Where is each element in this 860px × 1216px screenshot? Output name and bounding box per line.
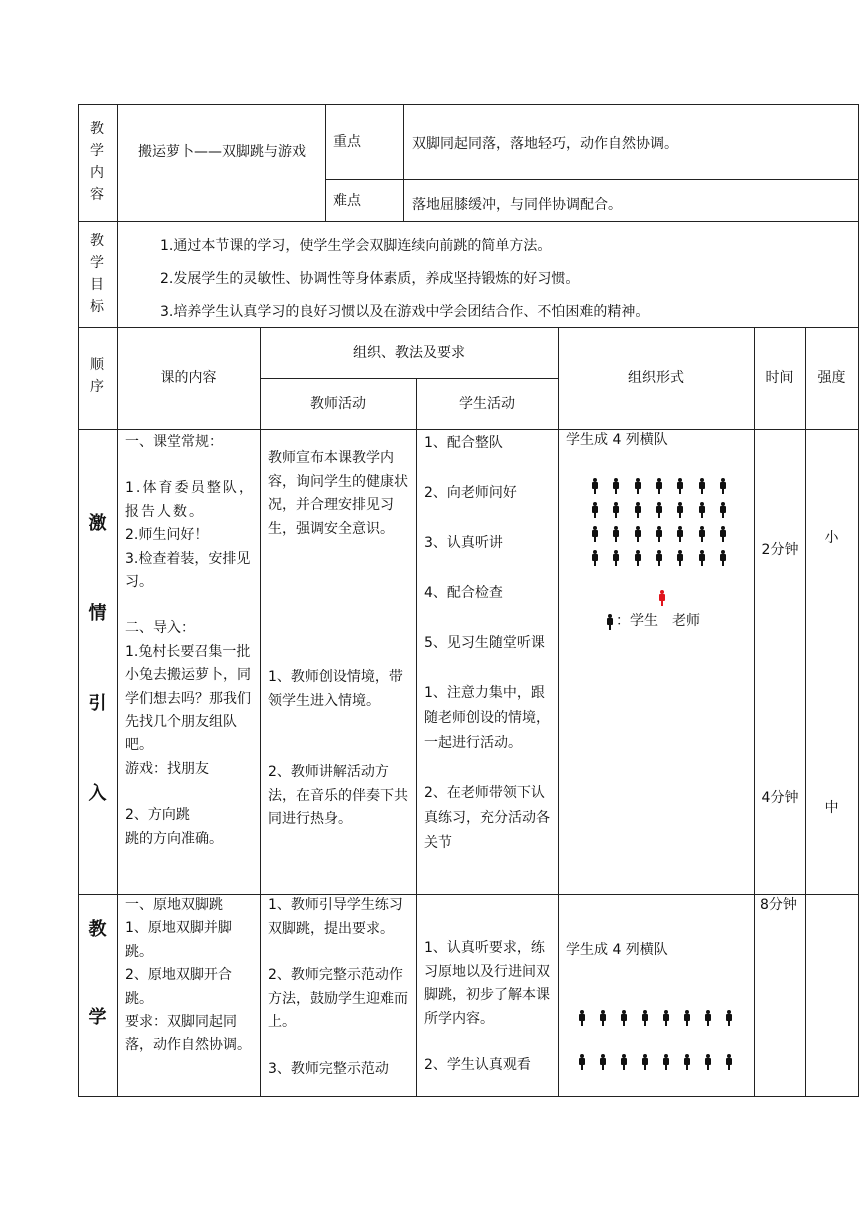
student-figure-icon [641, 1054, 649, 1070]
student-figure-icon [634, 526, 642, 542]
student-figure-icon [719, 502, 727, 518]
student-figure-icon [591, 502, 599, 518]
content-line: 2、方向跳 [125, 807, 190, 824]
content-label: 教学内容 [90, 121, 104, 203]
section1-char: 激 [88, 513, 107, 534]
difficulty-label: 难点 [333, 193, 361, 209]
student-figure-icon [606, 614, 614, 630]
section1-teacher [268, 447, 410, 832]
student-line: 4、配合检查 [424, 585, 503, 601]
student-figure-icon [704, 1010, 712, 1026]
student-figure-icon [599, 1054, 607, 1070]
student-figure-icon [634, 550, 642, 566]
teacher-line: 2、教师讲解活动方法，在音乐的伴奏下共同进行热身。 [268, 764, 408, 827]
student-figure-icon [676, 550, 684, 566]
student-figure-icon [698, 478, 706, 494]
student-figure-icon [683, 1054, 691, 1070]
content-line: 2、原地双脚开合跳。 [125, 967, 232, 1007]
header-student: 学生活动 [459, 396, 515, 412]
student-line: 1、配合整队 [424, 435, 503, 451]
goal-item: 3.培养学生认真学习的良好习惯以及在游戏中学会团结合作、不怕困难的精神。 [160, 304, 650, 320]
student-figure-icon [591, 478, 599, 494]
section2-content [125, 894, 255, 1058]
student-figure-icon [662, 1054, 670, 1070]
student-figure-icon [612, 526, 620, 542]
section1-student [424, 431, 554, 856]
section1-char: 引 [88, 693, 107, 714]
section1-content [125, 431, 255, 851]
student-figure-icon [634, 478, 642, 494]
content-line: 2.师生问好！ [125, 527, 209, 544]
student-figure-icon [612, 550, 620, 566]
student-figure-icon [641, 1010, 649, 1026]
teacher-line: 3、教师完整示范动 [268, 1060, 389, 1077]
content-value: 搬运萝卜——双脚跳与游戏 [138, 144, 306, 160]
teacher-line: 2、教师完整示范动作方法，鼓励学生迎难而上。 [268, 967, 408, 1030]
section1-label [78, 510, 117, 808]
content-line: 一、原地双脚跳 [125, 897, 223, 913]
student-line: 2、学生认真观看 [424, 1057, 531, 1073]
student-line: 5、见习生随堂听课 [424, 635, 545, 651]
section2-student [424, 937, 554, 1078]
teacher-line: 1、教师引导学生练习双脚跳，提出要求。 [268, 897, 403, 937]
student-figure-icon [725, 1010, 733, 1026]
student-figure-icon [578, 1054, 586, 1070]
content-line: 1.兔村长要召集一批小兔去搬运萝卜，同学们想去吗？那我们先找几个朋友组队吧。 [125, 643, 251, 754]
goal-item: 1.通过本节课的学习，使学生学会双脚连续向前跳的简单方法。 [160, 238, 552, 254]
student-figure-icon [655, 550, 663, 566]
student-figure-icon [655, 478, 663, 494]
teacher-line: 教师宣布本课教学内容，询问学生的健康状况，并合理安排见习生，强调安全意识。 [268, 450, 408, 537]
student-figure-icon [676, 478, 684, 494]
student-figure-icon [698, 502, 706, 518]
student-line: 2、在老师带领下认真练习，充分活动各关节 [424, 785, 550, 851]
student-line: 1、认真听要求，练习原地以及行进间双脚跳，初步了解本课所学内容。 [424, 940, 550, 1027]
teacher-line: 1、教师创设情境，带领学生进入情境。 [268, 669, 403, 709]
student-figure-icon [655, 502, 663, 518]
student-figure-icon [683, 1010, 691, 1026]
header-lesson-content: 课的内容 [160, 370, 217, 386]
student-figure-icon [591, 526, 599, 542]
student-figure-icon [698, 550, 706, 566]
section1-char: 情 [88, 603, 107, 624]
student-figure-icon [719, 550, 727, 566]
header-time: 时间 [765, 370, 794, 386]
content-line: 1、原地双脚并脚跳。 [125, 920, 232, 960]
student-figure-icon [676, 502, 684, 518]
section1-time-1: 2分钟 [761, 542, 799, 558]
goals-list [160, 234, 850, 324]
section2-time: 8分钟 [760, 897, 797, 913]
content-line: 要求：双脚同起同落，动作自然协调。 [125, 1014, 251, 1054]
section2-teacher [268, 894, 410, 1081]
student-figure-icon [620, 1010, 628, 1026]
teacher-figure-icon [658, 590, 666, 606]
student-figure-icon [676, 526, 684, 542]
key-point-label: 重点 [333, 134, 361, 150]
section2-char: 教 [88, 919, 107, 940]
goals-label: 教学目标 [90, 233, 104, 315]
student-figure-icon [704, 1054, 712, 1070]
header-org-methods: 组织、教法及要求 [353, 345, 465, 361]
section1-org-title: 学生成 4 列横队 [566, 432, 668, 448]
section1-intensity-2: 中 [824, 800, 839, 816]
student-figure-icon [662, 1010, 670, 1026]
section2-char: 学 [88, 1007, 107, 1028]
key-point-value: 双脚同起同落，落地轻巧，动作自然协调。 [412, 136, 678, 152]
section2-label [78, 916, 117, 1032]
header-org-form: 组织形式 [628, 370, 684, 386]
student-figure-icon [725, 1054, 733, 1070]
student-figure-icon [620, 1054, 628, 1070]
student-figure-icon [698, 526, 706, 542]
content-line: 3.检查着装，安排见习。 [125, 550, 251, 591]
student-figure-icon [612, 478, 620, 494]
content-line: 跳的方向准确。 [125, 830, 223, 847]
section1-intensity-1: 小 [824, 530, 839, 546]
header-intensity: 强度 [817, 370, 846, 386]
student-line: 3、认真听讲 [424, 535, 503, 551]
header-order: 顺序 [90, 357, 104, 395]
student-line: 1、注意力集中，跟随老师创设的情境，一起进行活动。 [424, 685, 550, 751]
student-line: 2、向老师问好 [424, 485, 517, 501]
student-figure-icon [599, 1010, 607, 1026]
section1-char: 入 [88, 783, 107, 804]
content-line: 1.体育委员整队，报告人数。 [125, 480, 255, 520]
student-figure-icon [612, 502, 620, 518]
formation-legend: ：学生 老师 [616, 613, 700, 629]
section2-org-title: 学生成 4 列横队 [566, 942, 668, 958]
student-figure-icon [578, 1010, 586, 1026]
content-line: 二、导入： [125, 620, 195, 637]
difficulty-value: 落地屈膝缓冲，与同伴协调配合。 [412, 197, 622, 213]
student-figure-icon [591, 550, 599, 566]
content-line: 一、课堂常规： [125, 434, 223, 450]
section1-time-2: 4分钟 [761, 790, 799, 806]
goal-item: 2.发展学生的灵敏性、协调性等身体素质，养成坚持锻炼的好习惯。 [160, 271, 580, 287]
student-figure-icon [719, 526, 727, 542]
student-figure-icon [719, 478, 727, 494]
content-line: 游戏：找朋友 [125, 760, 209, 777]
header-teacher: 教师活动 [310, 396, 366, 412]
student-figure-icon [655, 526, 663, 542]
student-figure-icon [634, 502, 642, 518]
